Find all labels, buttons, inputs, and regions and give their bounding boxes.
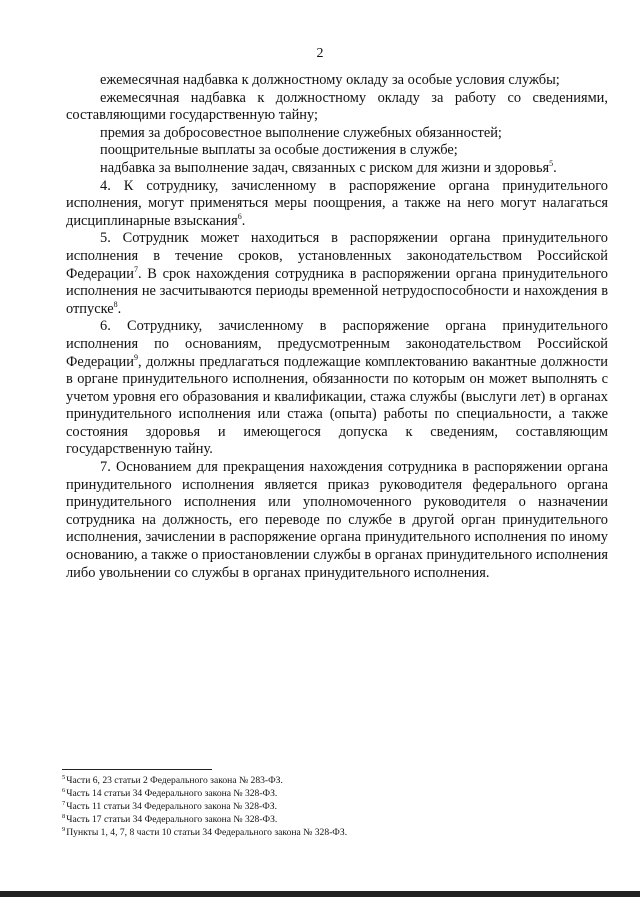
footnote-text: Пункты 1, 4, 7, 8 части 10 статьи 34 Федерального закона № 328-ФЗ. (66, 827, 348, 838)
paragraph (66, 72, 608, 90)
footnote-ref: 9 (133, 352, 138, 362)
footnote-number: 7 (62, 799, 66, 807)
scan-bottom-edge (0, 891, 640, 897)
footnote-number: 9 (62, 825, 66, 833)
page-number: 2 (316, 46, 324, 61)
paragraph (66, 142, 608, 160)
footnote-text: Часть 17 статьи 34 Федерального закона № 328-ФЗ. (66, 814, 278, 825)
footnotes (62, 774, 608, 839)
paragraph-text: ежемесячная надбавка к должностному окладу за работу со сведениями, составляющими государственную тайну; (66, 89, 608, 124)
paragraph-text-tail: . (241, 212, 246, 229)
footnote-item (62, 787, 608, 800)
footnote-item (62, 800, 608, 813)
document-body (66, 72, 608, 582)
paragraph-text: ежемесячная надбавка к должностному окладу за особые условия службы; (100, 72, 560, 88)
footnote-divider (62, 769, 212, 770)
footnote-text: Часть 14 статьи 34 Федерального закона № 328-ФЗ. (66, 788, 278, 799)
paragraph-text: надбавка за выполнение задач, связанных с риском для жизни и здоровья (100, 159, 550, 176)
paragraph-item-7 (66, 459, 608, 582)
footnote-item (62, 774, 608, 787)
footnote-number: 6 (62, 786, 66, 794)
footnote-item (62, 826, 608, 839)
paragraph-text: 7. Основанием для прекращения нахождения сотрудника в распоряжении органа принудительного исполнения является приказ руководителя федерального органа принудительного исполнения или уполномоченного руководителя о назначении сотрудника на должность, его переводе по службе в другой орган принудительного исполнения, зачислении в распоряжение органа принудительного исполнения по иному основанию, а также о приостановлении службы в органах принудительного исполнения либо увольнении со службы в органах принудительного исполнения. (66, 459, 608, 581)
paragraph-text-tail: , должны предлагаться подлежащие комплектованию вакантные должности в органе принудительного исполнения, обязанности по которым он может выполнять с учетом уровня его образования и квалификации, стажа службы (выслуги лет) в органах принудительного исполнения или стажа (опыта) работы по специальности, а также состояния здоровья и имеющегося допуска к сведениям, составляющим государственную тайну. (66, 353, 608, 458)
footnote-ref: 6 (237, 211, 242, 221)
paragraph-item-5 (66, 230, 608, 318)
paragraph-text-tail: . В срок нахождения сотрудника в распоряжении органа принудительного исполнения не засчитываются периоды временной нетрудоспособности и нахождения в отпуске (66, 265, 608, 317)
paragraph-text-tail: . (117, 300, 122, 317)
footnote-item (62, 813, 608, 826)
paragraph (66, 160, 608, 178)
footnote-ref: 8 (113, 299, 118, 309)
paragraph-text: 4. К сотруднику, зачисленному в распоряжение органа принудительного исполнения, могут применяться меры поощрения, а также на него могут налагаться дисциплинарные взыскания (66, 177, 608, 229)
paragraph-text: поощрительные выплаты за особые достижения в службе; (100, 142, 458, 159)
paragraph-item-4 (66, 178, 608, 231)
footnote-text: Часть 11 статьи 34 Федерального закона № 328-ФЗ. (66, 801, 277, 812)
footnote-number: 8 (62, 812, 66, 820)
paragraph-text: 6. Сотруднику, зачисленному в распоряжение органа принудительного исполнения по основаниям, предусмотренным законодательством Российской Федерации (66, 318, 608, 370)
paragraph-item-6 (66, 318, 608, 459)
footnote-ref: 5 (549, 159, 554, 169)
paragraph-text: 5. Сотрудник может находиться в распоряжении органа принудительного исполнения в течение сроков, установленных законодательством Российской Федерации (66, 230, 608, 282)
paragraph-text: премия за добросовестное выполнение служебных обязанностей; (100, 124, 502, 141)
footnote-ref: 7 (133, 264, 138, 274)
paragraph (66, 90, 608, 125)
footnote-number: 5 (62, 773, 66, 781)
paragraph (66, 125, 608, 143)
paragraph-text-tail: . (553, 159, 557, 176)
footnote-text: Части 6, 23 статьи 2 Федерального закона № 283-ФЗ. (66, 775, 283, 786)
